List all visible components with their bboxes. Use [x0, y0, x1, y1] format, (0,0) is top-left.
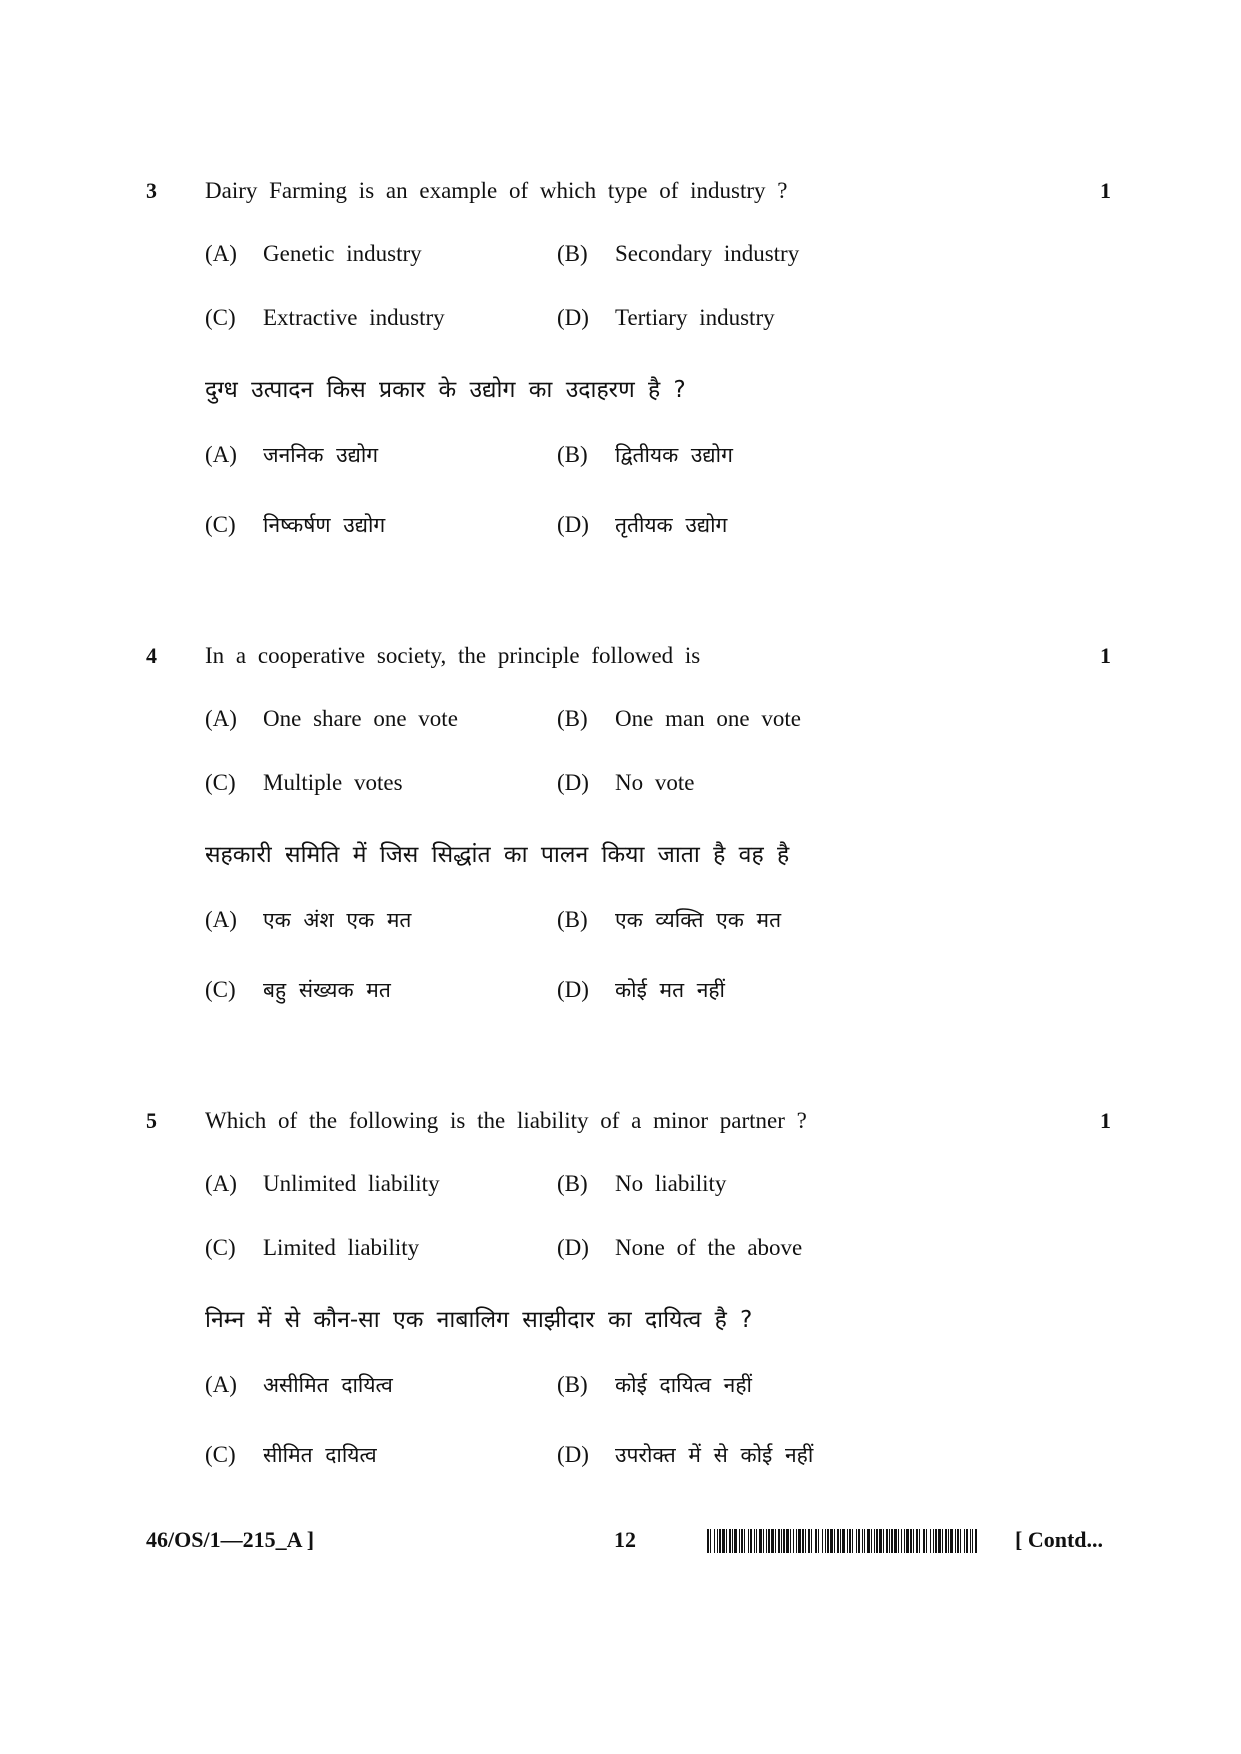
option-text: None of the above — [615, 1235, 803, 1260]
option-letter: (B) — [557, 706, 588, 731]
option-a-hindi — [205, 441, 378, 469]
continued-label: [ Contd... — [1015, 1527, 1104, 1552]
option-b-english — [557, 706, 801, 732]
option-b-hindi — [557, 441, 733, 469]
option-letter: (B) — [557, 241, 588, 266]
option-text: No liability — [615, 1171, 727, 1196]
option-c-english — [205, 1235, 419, 1261]
option-d-english — [557, 305, 775, 331]
option-b-hindi — [557, 1371, 752, 1399]
option-letter: (A) — [205, 442, 237, 467]
option-text: जननिक उद्योग — [263, 443, 379, 467]
option-letter: (A) — [205, 1171, 237, 1196]
option-c-english — [205, 770, 403, 796]
barcode-icon — [707, 1529, 977, 1553]
option-text: असीमित दायित्व — [263, 1373, 393, 1397]
option-c-english — [205, 305, 445, 331]
option-letter: (B) — [557, 907, 588, 932]
option-text: बहु संख्यक मत — [263, 978, 391, 1002]
option-text: No vote — [615, 770, 695, 795]
question-text-english: Dairy Farming is an example of which type of industry ? — [205, 178, 788, 203]
option-a-english — [205, 706, 458, 732]
option-text: एक अंश एक मत — [263, 908, 412, 932]
option-letter: (C) — [205, 305, 236, 330]
option-letter: (D) — [557, 770, 589, 795]
option-letter: (D) — [557, 1442, 589, 1467]
option-letter: (C) — [205, 1235, 236, 1260]
option-text: तृतीयक उद्योग — [615, 513, 728, 537]
question-text-hindi: निम्न में से कौन-सा एक नाबालिग साझीदार का दायित्व है ? — [205, 1307, 753, 1333]
question-number: 3 — [146, 178, 157, 203]
question-text-hindi: सहकारी समिति में जिस सिद्धांत का पालन किया जाता है वह है — [205, 842, 790, 868]
option-text: Multiple votes — [263, 770, 403, 795]
option-letter: (B) — [557, 1171, 588, 1196]
option-text: एक व्यक्ति एक मत — [615, 908, 782, 932]
option-text: Secondary industry — [615, 241, 800, 266]
question-3 — [0, 178, 1241, 578]
option-d-hindi — [557, 976, 725, 1004]
option-text: Limited liability — [263, 1235, 420, 1260]
paper-code: 46/OS/1—215_A ] — [146, 1527, 315, 1552]
option-d-hindi — [557, 1441, 813, 1469]
question-marks: 1 — [1100, 1108, 1111, 1133]
question-number: 5 — [146, 1108, 157, 1133]
option-letter: (A) — [205, 907, 237, 932]
option-text: सीमित दायित्व — [263, 1443, 377, 1467]
option-d-english — [557, 1235, 802, 1261]
option-text: Unlimited liability — [263, 1171, 440, 1196]
option-letter: (A) — [205, 706, 237, 731]
page-footer — [0, 1527, 1241, 1557]
option-letter: (C) — [205, 512, 236, 537]
question-text-english: Which of the following is the liability of a minor partner ? — [205, 1108, 807, 1133]
option-letter: (C) — [205, 977, 236, 1002]
option-text: Extractive industry — [263, 305, 445, 330]
page-number: 12 — [614, 1527, 636, 1552]
option-text: Genetic industry — [263, 241, 422, 266]
question-5 — [0, 1108, 1241, 1508]
option-c-hindi — [205, 1441, 377, 1469]
option-b-english — [557, 1171, 726, 1197]
option-letter: (D) — [557, 977, 589, 1002]
option-text: कोई दायित्व नहीं — [615, 1373, 752, 1397]
option-letter: (D) — [557, 305, 589, 330]
option-d-hindi — [557, 511, 727, 539]
option-b-hindi — [557, 906, 781, 934]
option-text: One man one vote — [615, 706, 801, 731]
option-a-english — [205, 1171, 440, 1197]
option-text: निष्कर्षण उद्योग — [263, 513, 386, 537]
option-c-hindi — [205, 511, 385, 539]
option-text: द्वितीयक उद्योग — [615, 443, 733, 467]
question-marks: 1 — [1100, 178, 1111, 203]
question-text-hindi: दुग्ध उत्पादन किस प्रकार के उद्योग का उदाहरण है ? — [205, 377, 686, 403]
option-text: उपरोक्त में से कोई नहीं — [615, 1443, 814, 1467]
option-d-english — [557, 770, 694, 796]
option-c-hindi — [205, 976, 391, 1004]
option-letter: (D) — [557, 1235, 589, 1260]
option-text: Tertiary industry — [615, 305, 775, 330]
option-letter: (A) — [205, 1372, 237, 1397]
option-a-hindi — [205, 1371, 393, 1399]
option-a-hindi — [205, 906, 411, 934]
question-4 — [0, 643, 1241, 1043]
option-b-english — [557, 241, 799, 267]
question-number: 4 — [146, 643, 157, 668]
option-a-english — [205, 241, 422, 267]
option-letter: (C) — [205, 1442, 236, 1467]
option-text: कोई मत नहीं — [615, 978, 726, 1002]
option-letter: (B) — [557, 1372, 588, 1397]
option-letter: (C) — [205, 770, 236, 795]
question-text-english: In a cooperative society, the principle followed is — [205, 643, 701, 668]
option-letter: (B) — [557, 442, 588, 467]
question-marks: 1 — [1100, 643, 1111, 668]
option-letter: (A) — [205, 241, 237, 266]
option-text: One share one vote — [263, 706, 458, 731]
option-letter: (D) — [557, 512, 589, 537]
